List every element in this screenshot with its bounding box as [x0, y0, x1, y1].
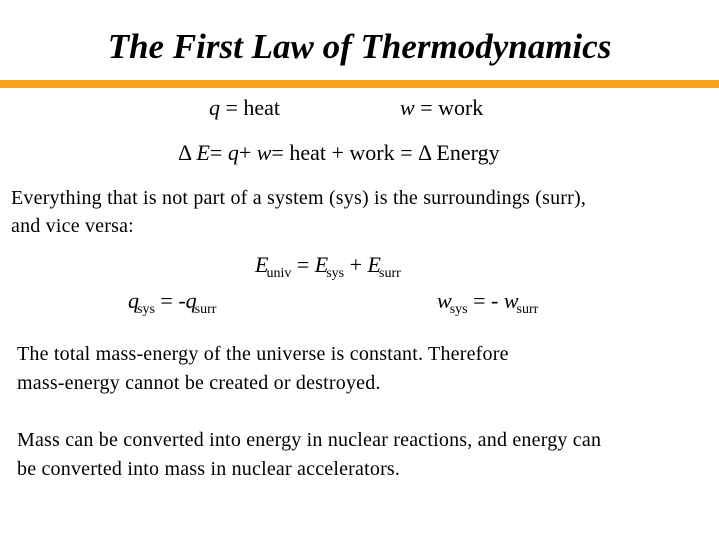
q-definition	[209, 97, 280, 119]
conservation-paragraph	[17, 340, 509, 398]
conversion-line-2: be converted into mass in nuclear accelerators.	[17, 458, 401, 480]
first-law-equation	[178, 142, 500, 164]
q-definition-text: = heat	[225, 95, 281, 120]
surroundings-line-1: Everything that is not part of a system (sys) is the surroundings (surr),	[11, 187, 587, 209]
work-relation	[437, 290, 538, 317]
w-definition	[400, 97, 483, 119]
e-surr-symbol: E	[367, 252, 381, 277]
w-definition-text: = work	[420, 95, 484, 120]
work-symbol: w	[256, 140, 272, 165]
w-sys-symbol: w	[437, 288, 452, 313]
q-symbol: q	[209, 95, 220, 120]
w-sys-subscript: sys	[449, 302, 468, 317]
univ-plus: +	[349, 252, 363, 277]
conservation-line-2: mass-energy cannot be created or destroyed.	[17, 372, 381, 394]
e-sys-symbol: E	[314, 252, 329, 277]
q-sys-subscript: sys	[137, 302, 155, 317]
surr-subscript: surr	[379, 266, 401, 281]
conversion-line-1: Mass can be converted into energy in nuclear reactions, and energy can	[17, 429, 602, 451]
energy-symbol: E	[196, 140, 210, 165]
slide-title: The First Law of Thermodynamics	[107, 27, 612, 66]
conservation-line-1: The total mass-energy of the universe is constant. Therefore	[17, 343, 509, 365]
plus-sign: +	[238, 140, 252, 165]
w-relation-equals: = -	[473, 288, 499, 313]
heat-relation	[128, 290, 216, 317]
universe-energy-equation	[255, 254, 401, 281]
univ-subscript: univ	[266, 266, 292, 281]
w-surr-subscript: surr	[516, 302, 539, 317]
equals-sign: =	[209, 140, 223, 165]
surroundings-paragraph	[11, 184, 586, 240]
heat-symbol: q	[227, 140, 239, 165]
q-sys-symbol: q	[128, 288, 139, 313]
sys-subscript: sys	[326, 266, 345, 281]
q-surr-symbol: q	[185, 288, 197, 313]
equation-rest: = heat + work = Δ Energy	[271, 140, 500, 165]
title-divider	[0, 80, 719, 88]
e-univ-symbol: E	[255, 252, 269, 277]
conversion-paragraph	[17, 426, 601, 484]
q-surr-subscript: surr	[194, 302, 217, 317]
univ-equals: =	[296, 252, 310, 277]
q-relation-equals: = -	[160, 288, 186, 313]
delta-symbol: Δ	[178, 140, 191, 165]
surroundings-line-2: and vice versa:	[11, 215, 134, 237]
w-surr-symbol: w	[503, 288, 519, 313]
w-symbol: w	[400, 95, 415, 120]
